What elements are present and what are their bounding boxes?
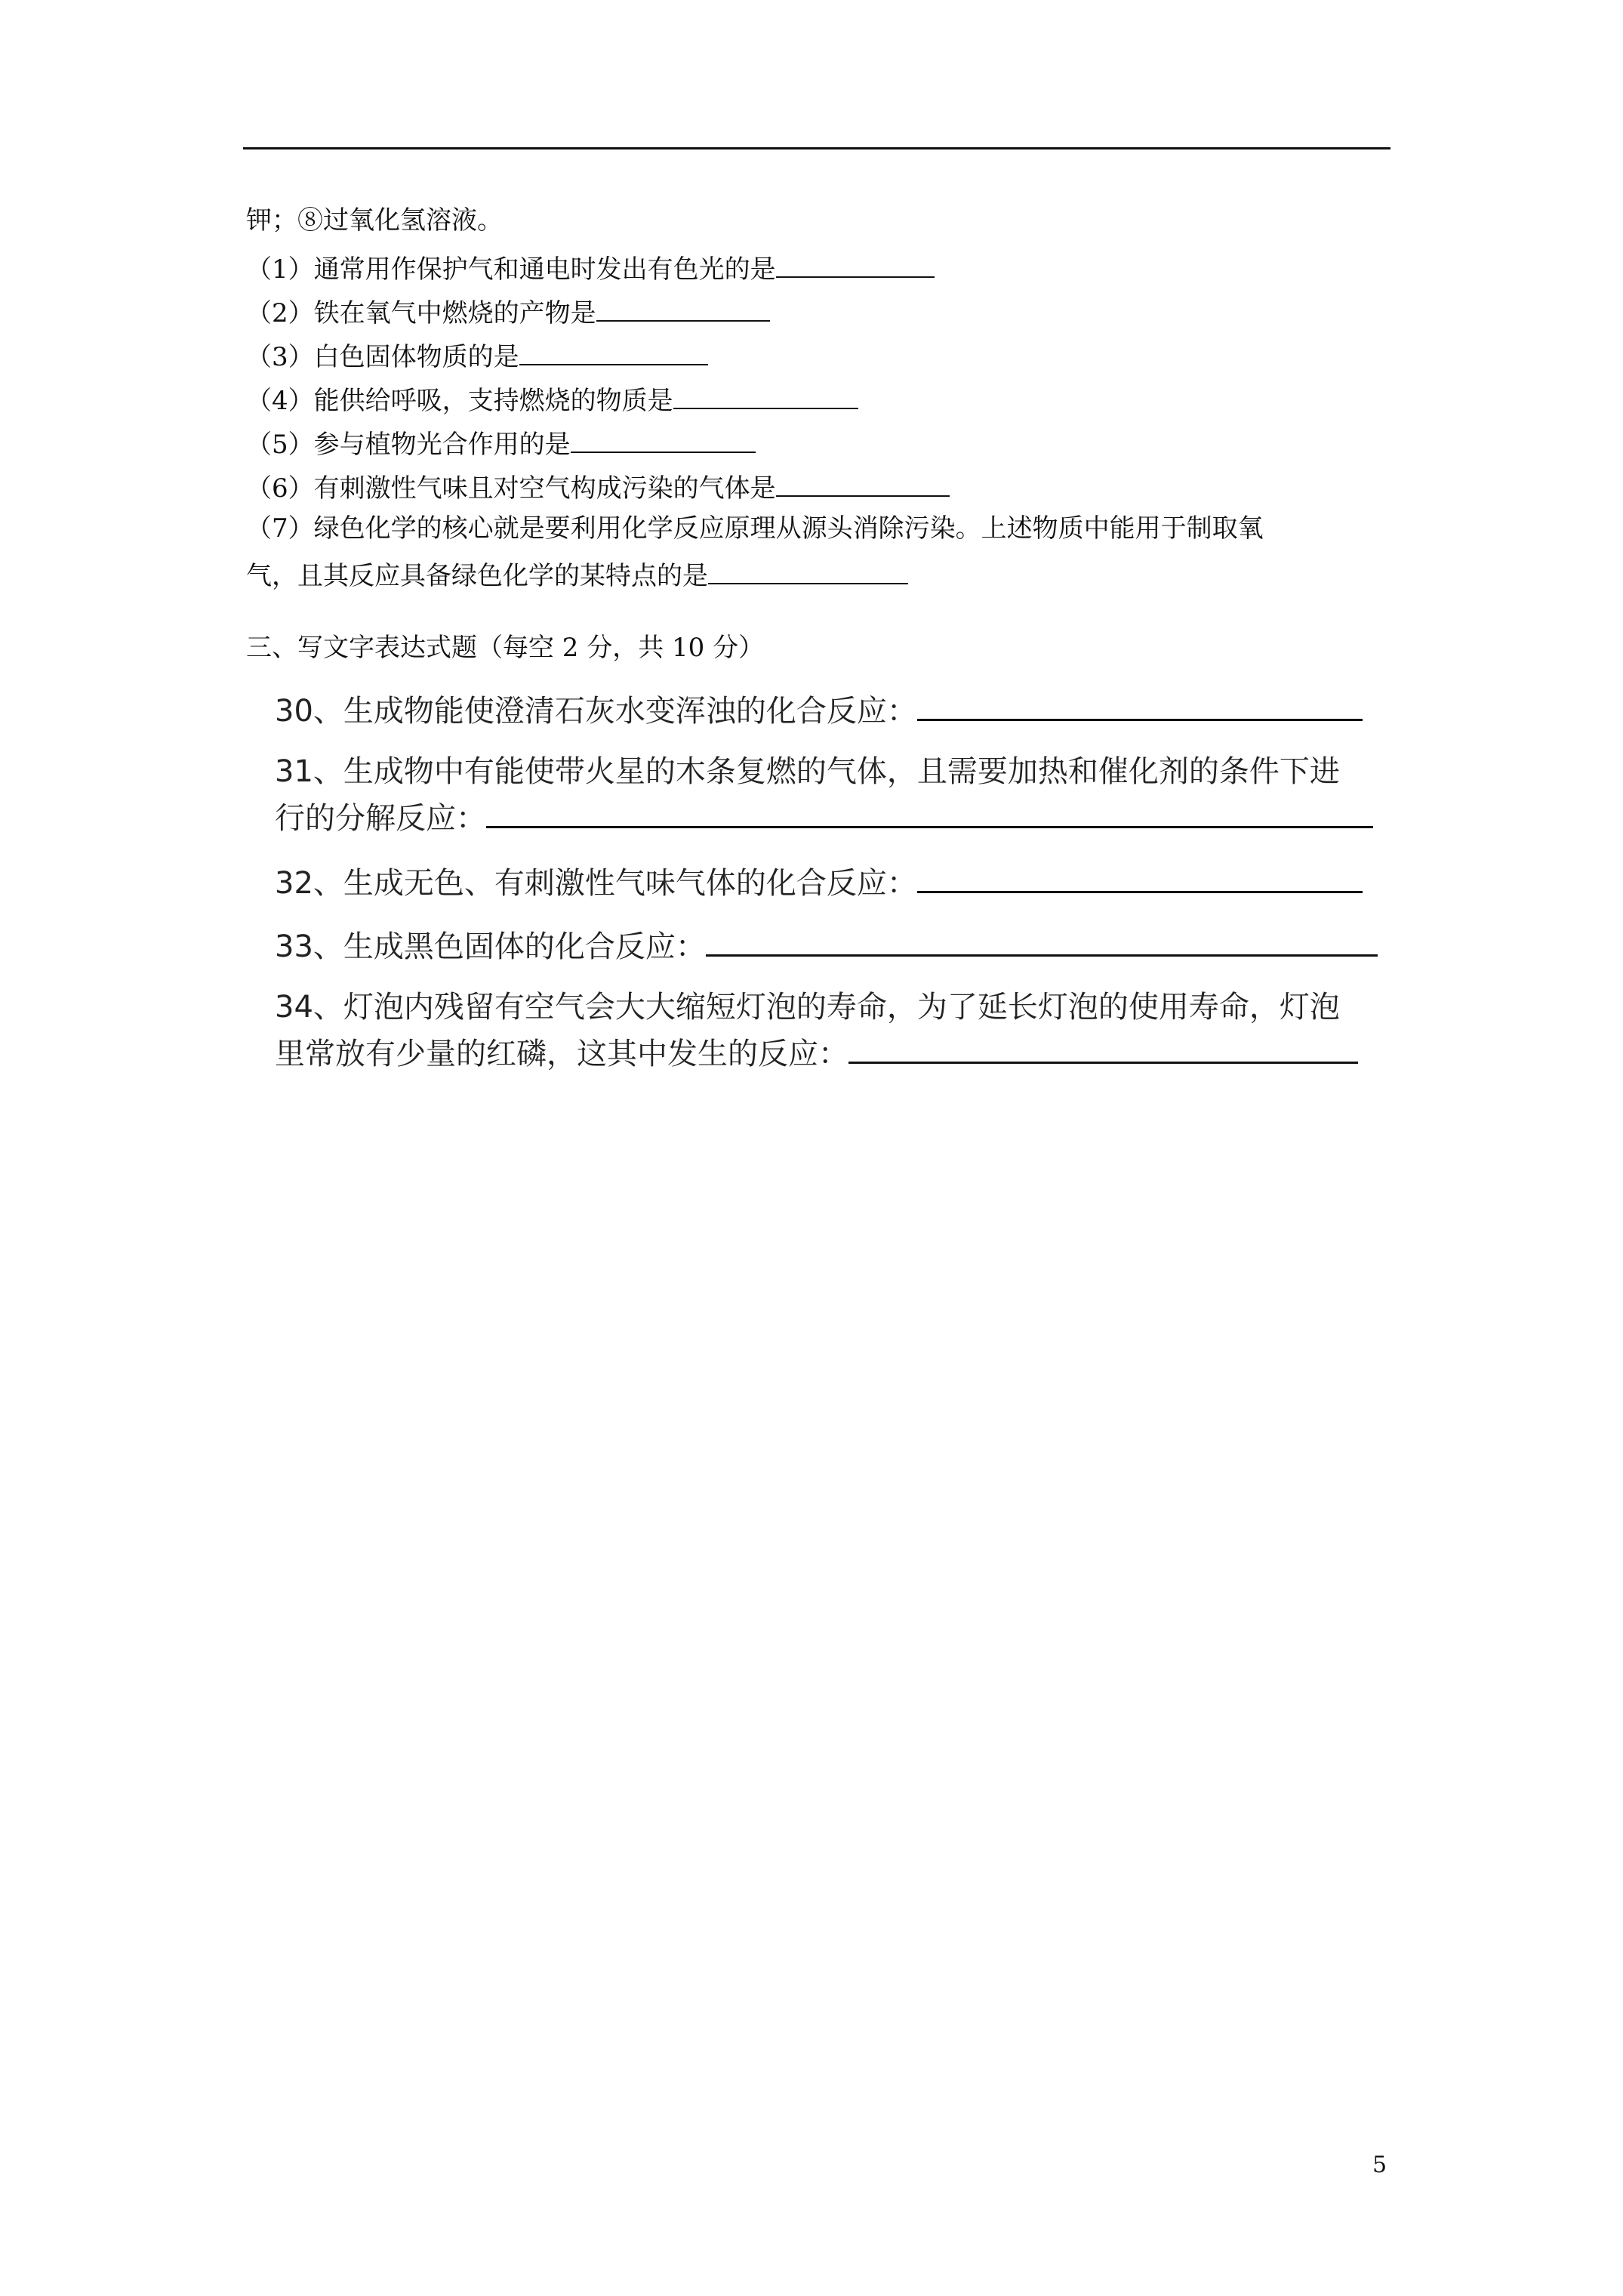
question-30-text: 30、生成物能使澄清石灰水变浑浊的化合反应： xyxy=(275,694,917,729)
answer-blank[interactable] xyxy=(917,686,1363,721)
part2-item-7-line1 xyxy=(246,512,1264,545)
part2-item-4 xyxy=(246,381,858,418)
section-3-title: 三、写文字表达式题（每空 2 分，共 10 分） xyxy=(246,633,765,663)
item-5-text: （5）参与植物光合作用的是 xyxy=(246,430,571,460)
question-31-line2 xyxy=(275,793,1373,840)
answer-blank[interactable] xyxy=(519,337,708,365)
question-34-line2 xyxy=(275,1028,1358,1075)
part2-item-3 xyxy=(246,337,708,374)
answer-blank[interactable] xyxy=(596,293,770,322)
answer-blank[interactable] xyxy=(848,1028,1358,1064)
continuation-line xyxy=(246,204,503,237)
question-31-text-line2: 行的分解反应： xyxy=(275,801,486,836)
answer-blank[interactable] xyxy=(571,424,756,453)
item-7-text-line2: 气，且其反应具备绿色化学的某特点的是 xyxy=(246,561,708,591)
item-1-text: （1）通常用作保护气和通电时发出有色光的是 xyxy=(246,254,776,285)
question-33 xyxy=(275,921,1378,968)
header-rule xyxy=(243,147,1390,149)
item-6-text: （6）有刺激性气味且对空气构成污染的气体是 xyxy=(246,473,776,504)
answer-blank[interactable] xyxy=(486,793,1373,828)
part2-item-1 xyxy=(246,249,935,286)
continuation-text: 钾；⑧过氧化氢溶液。 xyxy=(246,205,503,236)
answer-blank[interactable] xyxy=(708,556,908,584)
question-34-text-line1: 34、灯泡内残留有空气会大大缩短灯泡的寿命，为了延长灯泡的使用寿命，灯泡 xyxy=(275,990,1340,1025)
item-7-text-line1: （7）绿色化学的核心就是要利用化学反应原理从源头消除污染。上述物质中能用于制取氧 xyxy=(246,513,1264,544)
part2-item-2 xyxy=(246,293,770,330)
item-2-text: （2）铁在氧气中燃烧的产物是 xyxy=(246,298,596,328)
part2-item-5 xyxy=(246,424,756,461)
answer-blank[interactable] xyxy=(776,249,935,278)
question-32-text: 32、生成无色、有刺激性气味气体的化合反应： xyxy=(275,866,917,901)
answer-blank[interactable] xyxy=(673,381,858,409)
question-34-text-line2: 里常放有少量的红磷，这其中发生的反应： xyxy=(275,1037,848,1071)
part2-item-6 xyxy=(246,468,950,505)
answer-blank[interactable] xyxy=(706,921,1378,957)
question-34-line1 xyxy=(275,986,1340,1028)
part2-item-7-line2 xyxy=(246,556,908,593)
question-31-text-line1: 31、生成物中有能使带火星的木条复燃的气体，且需要加热和催化剂的条件下进 xyxy=(275,754,1340,789)
question-33-text: 33、生成黑色固体的化合反应： xyxy=(275,929,706,964)
item-3-text: （3）白色固体物质的是 xyxy=(246,342,519,372)
question-30 xyxy=(275,686,1363,732)
page-number: 5 xyxy=(1372,2152,1387,2178)
question-32 xyxy=(275,858,1363,905)
answer-blank[interactable] xyxy=(917,858,1363,893)
item-4-text: （4）能供给呼吸，支持燃烧的物质是 xyxy=(246,386,673,416)
question-31-line1 xyxy=(275,750,1340,793)
answer-blank[interactable] xyxy=(776,468,950,497)
